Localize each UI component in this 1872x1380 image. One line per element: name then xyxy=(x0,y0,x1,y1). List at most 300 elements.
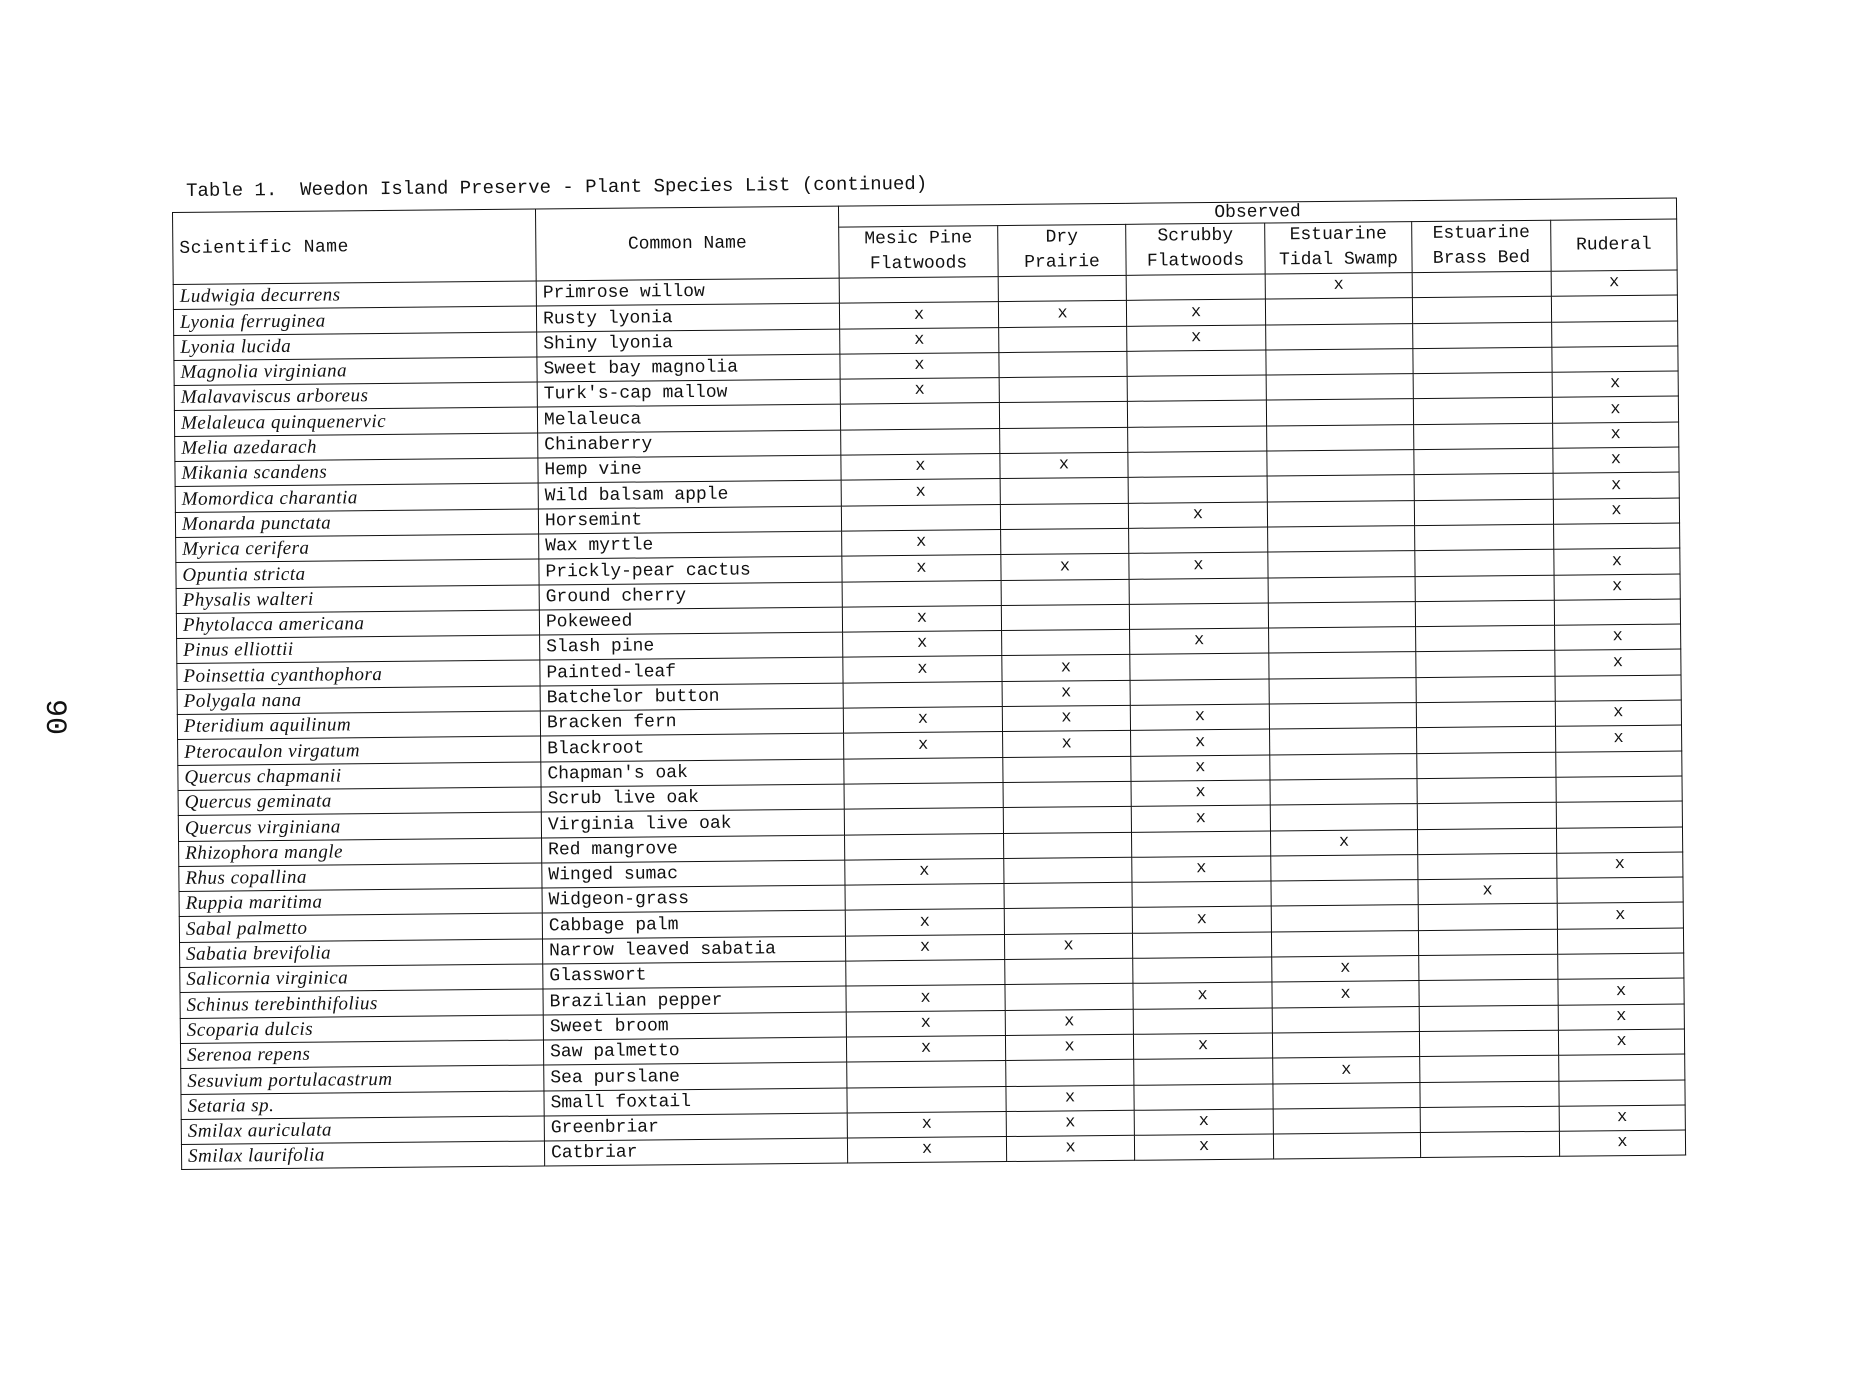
observed-mark: x xyxy=(1333,276,1344,296)
observation-cell xyxy=(1556,827,1682,854)
common-name-cell: Brazilian pepper xyxy=(543,986,846,1014)
observation-cell xyxy=(1133,982,1272,1009)
scientific-name-cell: Quercus virginiana xyxy=(178,812,541,841)
habitat-header-line: Prairie xyxy=(1024,252,1100,273)
observed-mark: x xyxy=(1338,832,1350,852)
observed-mark: x xyxy=(1614,855,1626,875)
observation-cell xyxy=(1005,1034,1133,1061)
observation-cell xyxy=(1556,776,1682,803)
observation-cell xyxy=(1272,1031,1419,1058)
observation-cell xyxy=(1128,476,1267,503)
observation-cell xyxy=(843,707,1002,734)
observation-cell xyxy=(998,301,1126,328)
observation-cell xyxy=(1006,1060,1134,1087)
observed-mark: x xyxy=(1613,728,1624,748)
observed-mark: x xyxy=(915,457,926,477)
observed-mark: x xyxy=(1610,374,1621,394)
observation-cell xyxy=(1413,372,1552,399)
observation-cell xyxy=(1126,299,1265,326)
observation-cell xyxy=(1269,703,1416,730)
observed-mark: x xyxy=(1609,273,1620,293)
observed-mark: x xyxy=(916,558,927,578)
table-title: Table 1. Weedon Island Preserve - Plant Species List (continued) xyxy=(186,172,928,202)
observation-cell xyxy=(1271,854,1418,881)
observation-cell xyxy=(839,302,998,329)
observed-mark: x xyxy=(1194,732,1206,752)
observation-cell xyxy=(1416,625,1555,652)
observed-mark: x xyxy=(1482,881,1493,901)
observed-mark: x xyxy=(1341,1060,1352,1080)
observed-mark: x xyxy=(1190,302,1202,322)
observation-cell xyxy=(1269,627,1416,654)
scientific-name-cell: Schinus terebinthifolius xyxy=(180,989,543,1018)
observation-cell xyxy=(1552,321,1678,348)
observation-cell xyxy=(1002,629,1130,656)
observation-cell xyxy=(1132,932,1271,959)
observation-cell xyxy=(1553,447,1679,474)
observation-cell xyxy=(1130,704,1269,731)
observation-cell xyxy=(846,1010,1005,1037)
observation-cell xyxy=(1559,1054,1685,1081)
scientific-name-cell: Phytolacca americana xyxy=(176,610,539,639)
observation-cell xyxy=(1554,574,1680,601)
observation-cell xyxy=(999,377,1127,404)
observation-cell xyxy=(1266,399,1413,426)
scientific-name-cell: Pinus elliottii xyxy=(177,635,540,664)
observation-cell xyxy=(842,530,1001,557)
observation-cell xyxy=(1270,753,1417,780)
observation-cell xyxy=(1552,346,1678,373)
observation-cell xyxy=(1134,1058,1273,1085)
observation-cell xyxy=(1420,1081,1559,1108)
observation-cell xyxy=(1001,604,1129,631)
observation-cell xyxy=(841,428,1000,455)
observation-cell xyxy=(1268,526,1415,553)
observed-mark: x xyxy=(920,1038,932,1059)
observation-cell xyxy=(1132,881,1271,908)
common-name-cell: Sweet bay magnolia xyxy=(537,354,840,382)
observation-cell xyxy=(1268,601,1415,628)
common-name-cell: Shiny lyonia xyxy=(537,329,840,357)
observation-cell xyxy=(1419,980,1558,1007)
observation-cell xyxy=(840,327,999,354)
observed-mark: x xyxy=(1060,658,1072,678)
observation-cell xyxy=(841,504,1000,531)
observed-mark: x xyxy=(1064,1088,1076,1108)
observed-mark: x xyxy=(1060,683,1072,703)
common-name-cell: Small foxtail xyxy=(544,1088,847,1116)
observation-cell xyxy=(1556,801,1682,828)
scientific-name-cell: Lyonia lucida xyxy=(174,332,537,361)
observation-cell xyxy=(1270,804,1417,831)
observation-cell xyxy=(1271,905,1418,932)
observation-cell xyxy=(1555,649,1681,676)
observed-mark: x xyxy=(1612,652,1624,672)
observed-mark: x xyxy=(917,659,928,679)
species-body xyxy=(173,270,1685,1170)
observation-cell xyxy=(1133,1033,1272,1060)
scientific-name-cell: Magnolia virginiana xyxy=(174,357,537,386)
observation-cell xyxy=(1131,729,1270,756)
observation-cell xyxy=(1557,902,1683,929)
observation-cell xyxy=(1004,882,1132,909)
observation-cell xyxy=(1006,1085,1134,1112)
observation-cell xyxy=(1271,930,1418,957)
scientific-name-cell: Monarda punctata xyxy=(175,509,538,538)
observation-cell xyxy=(1414,499,1553,526)
observation-cell xyxy=(1272,1006,1419,1033)
observation-cell xyxy=(1412,271,1551,298)
observation-cell xyxy=(1006,1135,1134,1162)
observation-cell xyxy=(843,631,1002,658)
observation-cell xyxy=(1416,676,1555,703)
observation-cell xyxy=(1418,878,1557,905)
scientific-name-cell: Rhizophora mangle xyxy=(179,838,542,867)
common-name-cell: Winged sumac xyxy=(542,860,845,888)
observed-mark: x xyxy=(1611,501,1622,521)
observed-mark: x xyxy=(1058,455,1070,475)
observation-cell xyxy=(1552,397,1678,424)
observation-cell xyxy=(1266,323,1413,350)
observation-cell xyxy=(1004,832,1132,859)
habitat-header-line: Estuarine xyxy=(1432,222,1530,244)
observed-mark: x xyxy=(916,634,928,654)
observation-cell xyxy=(1131,805,1270,832)
observation-cell xyxy=(845,909,1004,936)
habitat-header-line: Scrubby xyxy=(1157,225,1234,247)
common-name-cell: Scrub live oak xyxy=(541,784,844,812)
observation-cell xyxy=(1266,374,1413,401)
observation-cell xyxy=(1132,856,1271,883)
observation-cell xyxy=(841,454,1000,481)
common-name-cell: Slash pine xyxy=(540,632,843,660)
observation-cell xyxy=(1417,727,1556,754)
observation-cell xyxy=(1272,981,1419,1008)
habitat-header-line: Estuarine xyxy=(1289,224,1387,246)
observation-cell xyxy=(1558,978,1684,1005)
scientific-name-cell: Rhus copallina xyxy=(179,863,542,892)
observation-cell xyxy=(847,1137,1006,1164)
scientific-name-cell: Physalis walteri xyxy=(176,585,539,614)
observation-cell xyxy=(1134,1134,1273,1161)
observation-cell xyxy=(1415,524,1554,551)
observation-cell xyxy=(845,833,1004,860)
habitat-header-line: Mesic Pine xyxy=(864,228,973,250)
observed-mark: x xyxy=(1198,1137,1210,1157)
common-name-cell: Horsemint xyxy=(538,506,841,534)
observation-cell xyxy=(1414,448,1553,475)
habitat-header-4 xyxy=(1265,222,1412,274)
observation-cell xyxy=(844,757,1003,784)
observation-cell xyxy=(840,403,999,430)
observation-cell xyxy=(1265,298,1412,325)
observation-cell xyxy=(1001,528,1129,555)
scientific-name-cell: Opuntia stricta xyxy=(176,559,539,588)
observation-cell xyxy=(1265,273,1412,300)
common-name-cell: Catbriar xyxy=(544,1138,847,1166)
observation-cell xyxy=(1553,422,1679,449)
observed-mark: x xyxy=(917,735,929,755)
observation-cell xyxy=(1000,503,1128,530)
common-name-cell: Saw palmetto xyxy=(543,1037,846,1065)
observation-cell xyxy=(844,808,1003,835)
observation-cell xyxy=(1554,599,1680,626)
common-name-cell: Wild balsam apple xyxy=(538,480,841,508)
observation-cell xyxy=(1273,1107,1420,1134)
observation-cell xyxy=(1558,1004,1684,1031)
common-name-cell: Cabbage palm xyxy=(542,910,845,938)
observed-mark: x xyxy=(1613,703,1624,723)
habitat-header-3 xyxy=(1126,223,1265,275)
observation-cell xyxy=(1129,552,1268,579)
scientific-name-cell: Sabal palmetto xyxy=(179,913,542,942)
habitat-header-line: Ruderal xyxy=(1575,234,1652,256)
observed-mark: x xyxy=(921,1114,932,1134)
observed-mark: x xyxy=(1192,505,1204,525)
observation-cell xyxy=(1558,1029,1684,1056)
common-name-cell: Bracken fern xyxy=(540,708,843,736)
observation-cell xyxy=(843,656,1002,683)
observed-mark: x xyxy=(1195,758,1206,778)
common-name-cell: Glasswort xyxy=(543,961,846,989)
scientific-name-cell: Smilax laurifolia xyxy=(181,1141,544,1170)
observation-cell xyxy=(1555,700,1681,727)
observation-cell xyxy=(1131,831,1270,858)
observed-mark: x xyxy=(916,533,927,553)
observation-cell xyxy=(1414,474,1553,501)
observed-mark: x xyxy=(921,1140,933,1160)
observed-mark: x xyxy=(1059,556,1071,577)
common-name-cell: Primrose willow xyxy=(536,278,839,306)
observed-mark: x xyxy=(917,710,929,730)
observation-cell xyxy=(1134,1109,1273,1136)
observation-cell xyxy=(1420,1131,1559,1158)
observation-cell xyxy=(999,326,1127,353)
observation-cell xyxy=(1127,375,1266,402)
observation-cell xyxy=(1128,426,1267,453)
observation-cell xyxy=(1412,297,1551,324)
observation-cell xyxy=(1002,705,1130,732)
scientific-name-cell: Malavaviscus arboreus xyxy=(174,382,537,411)
common-name-cell: Hemp vine xyxy=(538,455,841,483)
observation-cell xyxy=(1418,904,1557,931)
scientific-name-cell: Serenoa repens xyxy=(180,1040,543,1069)
observation-cell xyxy=(1004,908,1132,935)
observed-mark: x xyxy=(1617,1133,1628,1153)
observed-mark: x xyxy=(1196,859,1207,879)
observation-cell xyxy=(1556,751,1682,778)
observed-mark: x xyxy=(1065,1113,1076,1133)
scientific-name-cell: Pterocaulon virgatum xyxy=(178,736,541,765)
habitat-header-line: Brass Bed xyxy=(1432,247,1531,269)
habitat-header-5 xyxy=(1412,220,1551,272)
scientific-name-cell: Poinsettia cyanthophora xyxy=(177,660,540,689)
common-name-header: Common Name xyxy=(535,206,839,281)
observation-cell xyxy=(1130,628,1269,655)
observed-mark: x xyxy=(913,305,925,325)
observed-mark: x xyxy=(919,912,931,932)
observation-cell xyxy=(842,580,1001,607)
observation-cell xyxy=(845,884,1004,911)
scientific-name-cell: Myrica cerifera xyxy=(176,534,539,563)
observation-cell xyxy=(1129,527,1268,554)
observation-cell xyxy=(845,934,1004,961)
observation-cell xyxy=(1133,957,1272,984)
observation-cell xyxy=(1131,780,1270,807)
observation-cell xyxy=(1129,578,1268,605)
observation-cell xyxy=(846,960,1005,987)
observation-cell xyxy=(1419,1005,1558,1032)
observation-cell xyxy=(1129,603,1268,630)
observation-cell xyxy=(1415,550,1554,577)
observation-cell xyxy=(847,1086,1006,1113)
observation-cell xyxy=(1003,807,1131,834)
scientific-name-cell: Sesuvium portulacastrum xyxy=(181,1065,544,1094)
observation-cell xyxy=(1267,424,1414,451)
observation-cell xyxy=(1420,1106,1559,1133)
scientific-name-cell: Momordica charantia xyxy=(175,483,538,512)
observation-cell xyxy=(999,351,1127,378)
scientific-name-cell: Melaleuca quinquenervic xyxy=(174,407,537,436)
observation-cell xyxy=(1003,756,1131,783)
observation-cell xyxy=(1003,731,1131,758)
observation-cell xyxy=(1000,427,1128,454)
scientific-name-header: Scientific Name xyxy=(173,209,537,284)
observation-cell xyxy=(846,985,1005,1012)
observation-cell xyxy=(1557,928,1683,955)
observed-mark: x xyxy=(1197,985,1208,1005)
observed-mark: x xyxy=(1065,1138,1076,1158)
observation-cell xyxy=(1416,651,1555,678)
observed-mark: x xyxy=(1195,808,1207,828)
observation-cell xyxy=(1130,679,1269,706)
observation-cell xyxy=(1126,274,1265,301)
scientific-name-cell: Salicornia virginica xyxy=(180,964,543,993)
observed-mark: x xyxy=(1610,425,1621,445)
observation-cell xyxy=(1413,322,1552,349)
habitat-header-line: Tidal Swamp xyxy=(1278,249,1399,271)
observation-cell xyxy=(1270,779,1417,806)
habitat-header-6 xyxy=(1551,219,1677,271)
scientific-name-cell: Quercus chapmanii xyxy=(178,762,541,791)
observation-cell xyxy=(1001,554,1129,581)
observed-mark: x xyxy=(914,330,925,350)
observed-mark: x xyxy=(1616,1006,1627,1027)
observed-mark: x xyxy=(920,1013,932,1033)
scientific-name-cell: Mikania scandens xyxy=(175,458,538,487)
observation-cell xyxy=(1417,752,1556,779)
common-name-cell: Prickly-pear cactus xyxy=(539,556,842,584)
observation-cell xyxy=(1417,802,1556,829)
observation-cell xyxy=(1270,728,1417,755)
observation-cell xyxy=(844,732,1003,759)
observed-mark: x xyxy=(1057,304,1068,324)
observation-cell xyxy=(1004,857,1132,884)
species-table xyxy=(172,198,1686,1171)
observation-cell xyxy=(1273,1133,1420,1160)
observation-cell xyxy=(1268,576,1415,603)
observation-cell xyxy=(1415,575,1554,602)
observed-mark: x xyxy=(1064,1037,1075,1057)
observed-mark: x xyxy=(1610,399,1621,419)
observed-mark: x xyxy=(1340,959,1351,979)
observation-cell xyxy=(1551,295,1677,322)
observation-cell xyxy=(1559,1130,1685,1157)
common-name-cell: Chapman's oak xyxy=(541,759,844,787)
observation-cell xyxy=(1418,929,1557,956)
scientific-name-cell: Quercus geminata xyxy=(178,787,541,816)
observed-mark: x xyxy=(1191,328,1202,348)
observation-cell xyxy=(1266,348,1413,375)
observation-cell xyxy=(1267,500,1414,527)
observation-cell xyxy=(1272,956,1419,983)
observed-mark: x xyxy=(1612,627,1623,647)
observation-cell xyxy=(1128,502,1267,529)
observed-mark: x xyxy=(1615,905,1626,925)
scientific-name-cell: Ludwigia decurrens xyxy=(173,281,536,310)
common-name-cell: Turk's-cap mallow xyxy=(537,379,840,407)
common-name-cell: Virginia live oak xyxy=(541,809,844,837)
common-name-cell: Melaleuca xyxy=(537,405,840,433)
common-name-cell: Chinaberry xyxy=(538,430,841,458)
common-name-cell: Wax myrtle xyxy=(539,531,842,559)
observation-cell xyxy=(844,782,1003,809)
observed-mark: x xyxy=(1196,909,1208,929)
observed-mark: x xyxy=(1194,707,1206,727)
common-name-cell: Pokeweed xyxy=(539,607,842,635)
habitat-header-line: Flatwoods xyxy=(869,253,968,275)
observation-cell xyxy=(1005,1009,1133,1036)
observed-mark: x xyxy=(1061,708,1072,728)
observation-cell xyxy=(1269,677,1416,704)
observation-cell xyxy=(846,1035,1005,1062)
observed-header: Observed xyxy=(838,198,1676,227)
scientific-name-cell: Setaria sp. xyxy=(181,1090,544,1119)
observation-cell xyxy=(1559,1105,1685,1132)
observation-cell xyxy=(1558,953,1684,980)
habitat-header-1 xyxy=(839,226,998,279)
observation-cell xyxy=(1559,1080,1685,1107)
observation-cell xyxy=(1127,400,1266,427)
observed-mark: x xyxy=(1340,984,1351,1004)
observation-cell xyxy=(1417,828,1556,855)
observation-cell xyxy=(1132,906,1271,933)
observation-cell xyxy=(999,402,1127,429)
scientific-name-cell: Scoparia dulcis xyxy=(180,1015,543,1044)
habitat-header-line: Dry xyxy=(1045,227,1079,248)
observation-cell xyxy=(1267,475,1414,502)
observed-mark: x xyxy=(1611,551,1623,571)
observation-cell xyxy=(1414,423,1553,450)
observation-cell xyxy=(1553,498,1679,525)
common-name-cell: Blackroot xyxy=(541,733,844,761)
observed-mark: x xyxy=(1610,450,1622,470)
observation-cell xyxy=(1273,1057,1420,1084)
scientific-name-cell: Lyonia ferruginea xyxy=(173,306,536,335)
observed-mark: x xyxy=(919,937,931,957)
observed-mark: x xyxy=(1615,981,1627,1001)
observation-cell xyxy=(1413,347,1552,374)
observation-cell xyxy=(847,1111,1006,1138)
observation-cell xyxy=(1553,472,1679,499)
observation-cell xyxy=(1556,725,1682,752)
observation-cell xyxy=(840,352,999,379)
observed-mark: x xyxy=(1616,1032,1627,1052)
observed-mark: x xyxy=(919,861,930,881)
observation-cell xyxy=(1134,1083,1273,1110)
common-name-cell: Narrow leaved sabatia xyxy=(542,936,845,964)
observation-cell xyxy=(1415,600,1554,627)
